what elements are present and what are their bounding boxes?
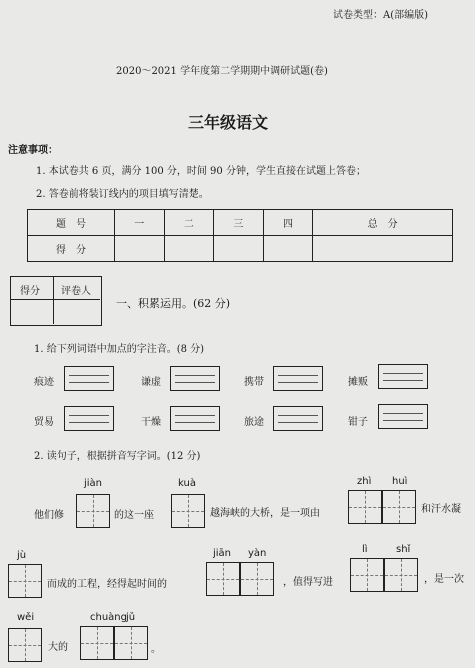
q1-word: 携带 [244,377,264,388]
character-grid[interactable] [8,564,42,598]
answer-box[interactable] [378,364,428,389]
answer-box[interactable] [170,406,220,431]
character-grid[interactable] [114,626,148,660]
character-grid[interactable] [240,562,274,596]
q1-word: 痕迹 [34,377,54,388]
pinyin: jiān [213,548,232,559]
exam-title: 2020～2021 学年度第二学期期中调研试题(卷) [116,66,328,77]
character-grid[interactable] [206,562,240,596]
q2-text: 而成的工程，经得起时间的 [47,579,167,590]
score-cell[interactable] [164,236,214,262]
answer-box[interactable] [64,366,114,391]
pinyin: kuà [178,478,196,489]
score-cell[interactable] [115,236,165,262]
score-cell[interactable] [214,236,264,262]
score-table-header-row [28,210,453,236]
character-grid[interactable] [350,558,384,592]
answer-box[interactable] [170,366,220,391]
paper-type: 试卷类型：A(部编版) [333,10,429,21]
pinyin: chuàng [90,612,127,623]
notes-item-1: 1. 本试卷共 6 页，满分 100 分，时间 90 分钟，学生直接在试题上答卷； [36,166,366,177]
table-header-cell: 二 [164,210,214,236]
q2-text: 大的 [48,642,68,653]
q1-word: 钳子 [348,417,368,428]
score-table [27,209,453,262]
character-grid[interactable] [348,490,382,524]
pinyin: yàn [248,548,267,559]
grader-score-label: 得分 [20,286,40,297]
pinyin: zhì [357,476,372,487]
notes-heading: 注意事项： [8,145,58,156]
pinyin: jù [17,550,27,561]
character-grid[interactable] [171,494,205,528]
answer-box[interactable] [64,406,114,431]
table-header-cell: 题 号 [28,210,115,236]
q2-text: ，是一次 [424,574,464,585]
q1-word: 谦虚 [141,377,161,388]
q2-text: 他们修 [34,510,64,521]
answer-box[interactable] [273,366,323,391]
pinyin: huì [392,476,408,487]
table-row-label: 得 分 [28,236,115,262]
pinyin: wěi [17,612,35,623]
q2-text: 的这一座 [114,510,154,521]
pinyin: shǐ [396,544,411,555]
q1-prompt: 1. 给下列词语中加点的字注音。(8 分) [34,344,205,355]
character-grid[interactable] [382,490,416,524]
q1-word: 旅途 [244,417,264,428]
table-header-cell: 一 [115,210,165,236]
character-grid[interactable] [80,626,114,660]
q1-word: 干燥 [141,417,161,428]
section-1-title: 一、积累运用。(62 分) [116,297,231,310]
notes-item-2: 2. 答卷前将装订线内的项目填写清楚。 [36,189,209,200]
score-table-score-row [28,236,453,262]
character-grid[interactable] [384,558,418,592]
q2-text: 越海峡的大桥，是一项由 [210,508,320,519]
grader-box [10,276,102,326]
table-header-cell: 总 分 [313,210,453,236]
q2-prompt: 2. 读句子，根据拼音写字词。(12 分) [34,451,201,462]
q2-text: 和汗水凝 [421,504,461,515]
q2-text: 。 [151,644,161,655]
answer-box[interactable] [273,406,323,431]
q1-word: 贸易 [34,417,54,428]
grader-name-label: 评卷人 [61,286,91,297]
q1-word: 摊贩 [348,377,368,388]
subject-title: 三年级语文 [188,113,269,132]
table-header-cell: 四 [263,210,313,236]
answer-box[interactable] [378,404,428,429]
character-grid[interactable] [8,628,42,662]
score-cell[interactable] [263,236,313,262]
table-header-cell: 三 [214,210,264,236]
character-grid[interactable] [76,494,110,528]
pinyin: jǔ [126,612,136,623]
q2-text: ，值得写进 [283,577,333,588]
pinyin: jiàn [84,478,103,489]
score-cell[interactable] [313,236,453,262]
pinyin: lì [362,544,368,555]
